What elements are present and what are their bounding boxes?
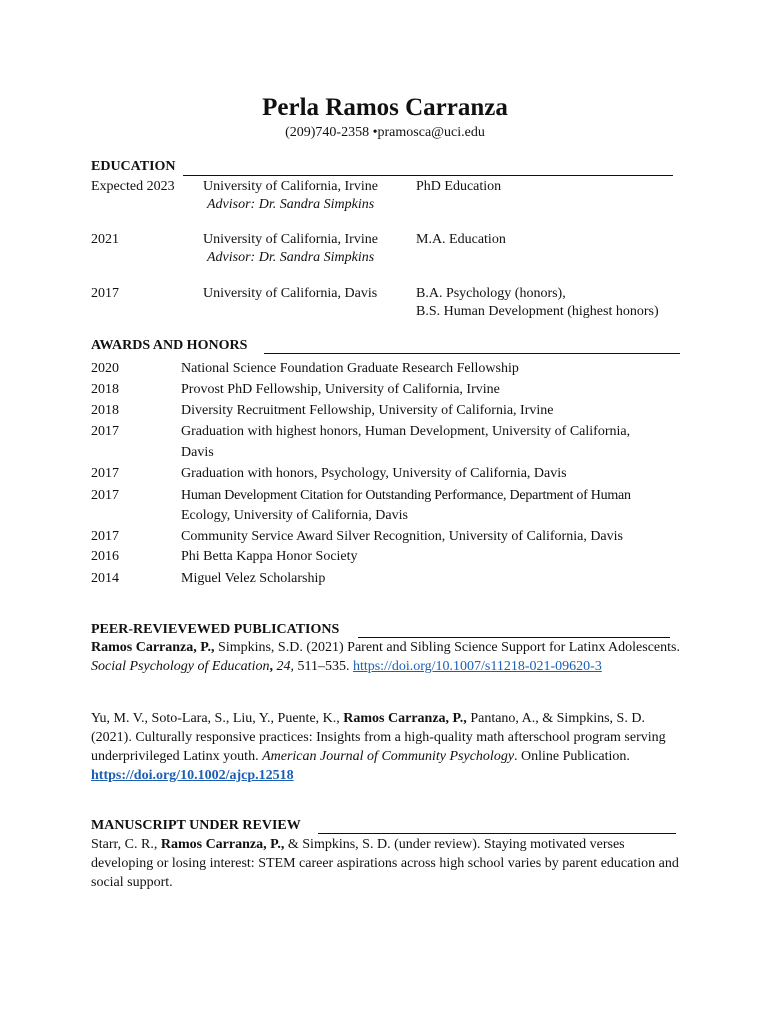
email-address: pramosca@uci.edu	[377, 125, 485, 140]
journal-pages: 511–535.	[293, 659, 353, 674]
education-degree: M.A. Education	[416, 232, 506, 247]
doi-link[interactable]: https://doi.org/10.1002/ajcp.12518	[91, 768, 294, 783]
education-advisor: Advisor: Dr. Sandra Simpkins	[207, 197, 375, 212]
education-year: Expected 2023	[91, 179, 175, 194]
award-year: 2017	[91, 529, 119, 544]
coauthors: Yu, M. V., Soto-Lara, S., Liu, Y., Puente, K.,	[91, 711, 344, 726]
education-heading: EDUCATION	[91, 159, 176, 174]
award-year: 2020	[91, 361, 119, 376]
journal-name: American Journal of Community Psychology	[262, 749, 515, 764]
award-text: Phi Betta Kappa Honor Society	[181, 549, 358, 564]
manuscript-entry	[91, 835, 683, 892]
award-text-2: Davis	[181, 445, 214, 460]
award-text: Provost PhD Fellowship, University of California, Irvine	[181, 382, 500, 397]
awards-rule	[264, 353, 680, 354]
publications-heading: PEER-REVIEVEWED PUBLICATIONS	[91, 622, 340, 637]
manuscript-rule	[318, 833, 676, 834]
education-degree-2: B.S. Human Development (highest honors)	[416, 304, 659, 319]
award-year: 2016	[91, 549, 119, 564]
award-year: 2017	[91, 466, 119, 481]
publication-text: Pantano, A., & Simpkins, S. D. (2021). Culturally responsive practices: Insights from a high-quality math afterschool program serving underprivileged Latinx youth.	[91, 711, 666, 764]
award-year: 2017	[91, 424, 119, 439]
publication-entry	[91, 638, 683, 676]
education-year: 2021	[91, 232, 119, 247]
award-text: Graduation with highest honors, Human Development, University of California,	[181, 424, 631, 439]
manuscript-text: & Simpkins, S. D. (under review). Staying motivated verses developing or losing interest: STEM career aspirations across high school varies by parent education and social support.	[91, 837, 679, 890]
author-name: Ramos Carranza, P.,	[160, 837, 285, 852]
education-school: University of California, Davis	[203, 286, 378, 301]
award-year: 2018	[91, 382, 119, 397]
bullet-separator: •	[369, 125, 378, 140]
award-year: 2018	[91, 403, 119, 418]
journal-volume: 24,	[272, 659, 294, 674]
education-degree: PhD Education	[416, 179, 502, 194]
award-text: National Science Foundation Graduate Research Fellowship	[181, 361, 519, 376]
education-school: University of California, Irvine	[203, 179, 378, 194]
education-year: 2017	[91, 286, 119, 301]
award-text: Human Development Citation for Outstanding Performance, Department of Human	[181, 488, 631, 503]
manuscript-heading: MANUSCRIPT UNDER REVIEW	[91, 818, 301, 833]
page-title: Perla Ramos Carranza	[262, 94, 508, 121]
award-year: 2014	[91, 571, 119, 586]
award-text: Community Service Award Silver Recognition, University of California, Davis	[181, 529, 623, 544]
awards-heading: AWARDS AND HONORS	[91, 338, 248, 353]
journal-name: Social Psychology of Education	[91, 659, 270, 674]
education-advisor: Advisor: Dr. Sandra Simpkins	[207, 250, 375, 265]
author-name: Ramos Carranza, P.,	[343, 711, 467, 726]
journal-comma: ,	[269, 659, 273, 674]
award-text: Graduation with honors, Psychology, University of California, Davis	[181, 466, 567, 481]
education-rule	[183, 175, 673, 176]
contact-line	[0, 125, 770, 141]
award-text-2: Ecology, University of California, Davis	[181, 508, 408, 523]
author-name: Ramos Carranza, P.,	[91, 640, 215, 655]
education-degree: B.A. Psychology (honors),	[416, 286, 566, 301]
publication-text: Simpkins, S.D. (2021) Parent and Sibling Science Support for Latinx Adolescents.	[214, 640, 680, 655]
publication-note: . Online Publication.	[514, 749, 630, 764]
award-text: Diversity Recruitment Fellowship, University of California, Irvine	[181, 403, 554, 418]
award-text: Miguel Velez Scholarship	[181, 571, 326, 586]
publication-entry	[91, 709, 683, 785]
coauthors: Starr, C. R.,	[91, 837, 161, 852]
education-school: University of California, Irvine	[203, 232, 378, 247]
phone-number: (209)740-2358	[285, 125, 370, 140]
award-year: 2017	[91, 488, 119, 503]
doi-link[interactable]: https://doi.org/10.1007/s11218-021-09620-3	[352, 659, 602, 674]
